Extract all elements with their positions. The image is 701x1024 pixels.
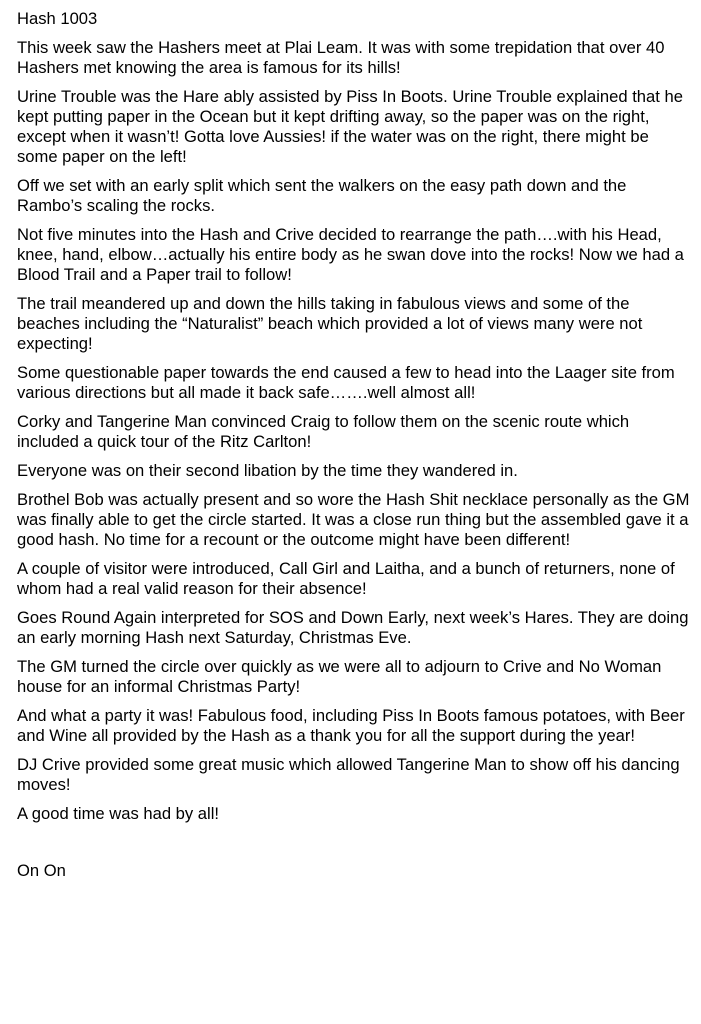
paragraph: Not five minutes into the Hash and Crive decided to rearrange the path….with his Head, knee, hand, elbow…actually his entire body as he swan dove into the rocks! Now we had a Blood Trail and a Paper trail to follow! [17, 225, 684, 284]
paragraph: Urine Trouble was the Hare ably assisted by Piss In Boots. Urine Trouble explained that he kept putting paper in the Ocean but it kept drifting away, so the paper was on the right, except when it wasn’t! Gotta love Aussies! if the water was on the right, there might be some paper on the left! [17, 87, 683, 166]
paragraph: Brothel Bob was actually present and so wore the Hash Shit necklace personally as the GM was finally able to get the circle started. It was a close run thing but the assembled gave it a good hash. No time for a recount or the outcome might have been different! [17, 490, 690, 549]
document-title: Hash 1003 [17, 9, 98, 28]
paragraph: A good time was had by all! [17, 804, 220, 823]
paragraph: Goes Round Again interpreted for SOS and Down Early, next week’s Hares. They are doing an early morning Hash next Saturday, Christmas Eve. [17, 608, 689, 647]
paragraph: DJ Crive provided some great music which allowed Tangerine Man to show off his dancing moves! [17, 755, 680, 794]
paragraph: The trail meandered up and down the hills taking in fabulous views and some of the beaches including the “Naturalist” beach which provided a lot of views many were not expecting! [17, 294, 643, 353]
paragraph: Off we set with an early split which sent the walkers on the easy path down and the Rambo’s scaling the rocks. [17, 176, 627, 215]
paragraph: Everyone was on their second libation by the time they wandered in. [17, 461, 518, 480]
document-body [17, 9, 693, 881]
signoff: On On [17, 861, 66, 880]
paragraph: This week saw the Hashers meet at Plai Leam. It was with some trepidation that over 40 Hashers met knowing the area is famous for its hills! [17, 38, 665, 77]
paragraph: The GM turned the circle over quickly as we were all to adjourn to Crive and No Woman house for an informal Christmas Party! [17, 657, 662, 696]
paragraph: Some questionable paper towards the end caused a few to head into the Laager site from various directions but all made it back safe…….well almost all! [17, 363, 675, 402]
paragraph: A couple of visitor were introduced, Call Girl and Laitha, and a bunch of returners, none of whom had a real valid reason for their absence! [17, 559, 675, 598]
paragraph: And what a party it was! Fabulous food, including Piss In Boots famous potatoes, with Beer and Wine all provided by the Hash as a thank you for all the support during the year! [17, 706, 685, 745]
paragraph: Corky and Tangerine Man convinced Craig to follow them on the scenic route which included a quick tour of the Ritz Carlton! [17, 412, 630, 451]
